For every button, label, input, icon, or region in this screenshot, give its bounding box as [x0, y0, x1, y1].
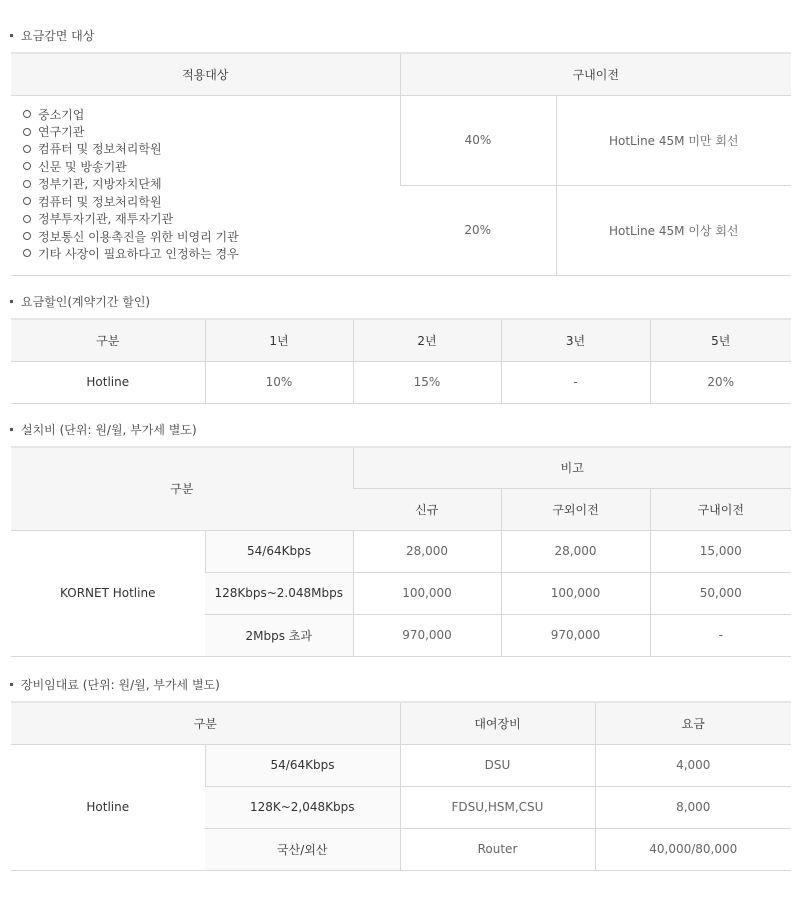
equipment-table	[11, 701, 791, 871]
contract-discount-table	[11, 318, 791, 404]
installation-table	[11, 446, 791, 657]
section-title-text: 요금감면 대상	[21, 29, 95, 43]
table-row	[11, 95, 791, 185]
speed-cell: 54/64Kbps	[205, 530, 353, 572]
list-item: 신문 및 방송기관	[23, 159, 400, 176]
header-5-year: 5년	[650, 319, 791, 361]
device-cell: FDSU,HSM,CSU	[400, 786, 595, 828]
service-cell: Hotline	[11, 361, 205, 403]
header-new: 신규	[353, 488, 501, 530]
header-category: 구분	[11, 447, 353, 530]
fee-cell: 970,000	[353, 614, 501, 656]
service-cell: KORNET Hotline	[11, 530, 205, 656]
fee-cell: 15,000	[650, 530, 791, 572]
header-external-move: 구외이전	[501, 488, 650, 530]
list-item: 기타 사장이 필요하다고 인정하는 경우	[23, 246, 400, 263]
fee-cell: 40,000/80,000	[595, 828, 791, 870]
bullet-icon	[10, 428, 13, 431]
header-category: 구분	[11, 702, 400, 744]
device-cell: Router	[400, 828, 595, 870]
list-item: 정부투자기관, 재투자기관	[23, 211, 400, 228]
fee-cell: 28,000	[353, 530, 501, 572]
discount-cell: 20%	[650, 361, 791, 403]
fee-cell: 50,000	[650, 572, 791, 614]
type-cell: 128K~2,048Kbps	[205, 786, 400, 828]
header-2-year: 2년	[353, 319, 501, 361]
discount-cell: 10%	[205, 361, 353, 403]
fee-cell: 970,000	[501, 614, 650, 656]
list-item: 컴퓨터 및 정보처리학원	[23, 194, 400, 211]
service-cell: Hotline	[11, 744, 205, 870]
table-header-row	[11, 319, 791, 361]
section-title-contract-discount	[10, 294, 150, 310]
fee-cell: 8,000	[595, 786, 791, 828]
target-list-cell	[11, 95, 400, 275]
list-item: 중소기업	[23, 107, 400, 124]
speed-cell: 128Kbps~2.048Mbps	[205, 572, 353, 614]
bullet-icon	[10, 34, 13, 37]
type-cell: 국산/외산	[205, 828, 400, 870]
speed-cell: 2Mbps 초과	[205, 614, 353, 656]
list-item: 컴퓨터 및 정보처리학원	[23, 141, 400, 158]
table-row	[11, 744, 791, 786]
section-title-text: 설치비 (단위: 원/월, 부가세 별도)	[21, 423, 197, 437]
rate-cell: 20%	[400, 185, 556, 275]
rate-cell: 40%	[400, 95, 556, 185]
fee-cell: 100,000	[501, 572, 650, 614]
discount-cell: 15%	[353, 361, 501, 403]
header-relocation: 구내이전	[400, 53, 791, 95]
fee-cell: 28,000	[501, 530, 650, 572]
header-1-year: 1년	[205, 319, 353, 361]
header-3-year: 3년	[501, 319, 650, 361]
header-device: 대여장비	[400, 702, 595, 744]
header-note: 비고	[353, 447, 791, 488]
header-category: 구분	[11, 319, 205, 361]
section-title-discount-target	[10, 28, 94, 44]
section-title-text: 장비임대료 (단위: 원/월, 부가세 별도)	[21, 678, 220, 692]
condition-cell: HotLine 45M 이상 회선	[556, 185, 791, 275]
list-item: 정부기관, 지방자치단체	[23, 176, 400, 193]
header-fee: 요금	[595, 702, 791, 744]
condition-cell: HotLine 45M 미만 회선	[556, 95, 791, 185]
fee-cell: 4,000	[595, 744, 791, 786]
section-title-equipment	[10, 677, 220, 693]
table-row	[11, 530, 791, 572]
discount-cell: -	[501, 361, 650, 403]
target-list	[11, 107, 400, 264]
list-item: 정보통신 이용촉진을 위한 비영리 기관	[23, 229, 400, 246]
table-header-row	[11, 53, 791, 95]
table-row	[11, 361, 791, 403]
type-cell: 54/64Kbps	[205, 744, 400, 786]
section-title-text: 요금할인(계약기간 할인)	[21, 295, 151, 309]
bullet-icon	[10, 300, 13, 303]
header-internal-move: 구내이전	[650, 488, 791, 530]
device-cell: DSU	[400, 744, 595, 786]
section-title-installation	[10, 422, 197, 438]
table-header-row	[11, 447, 791, 488]
header-target: 적용대상	[11, 53, 400, 95]
fee-cell: 100,000	[353, 572, 501, 614]
list-item: 연구기관	[23, 124, 400, 141]
bullet-icon	[10, 683, 13, 686]
discount-target-table	[11, 52, 791, 276]
fee-cell: -	[650, 614, 791, 656]
table-header-row	[11, 702, 791, 744]
